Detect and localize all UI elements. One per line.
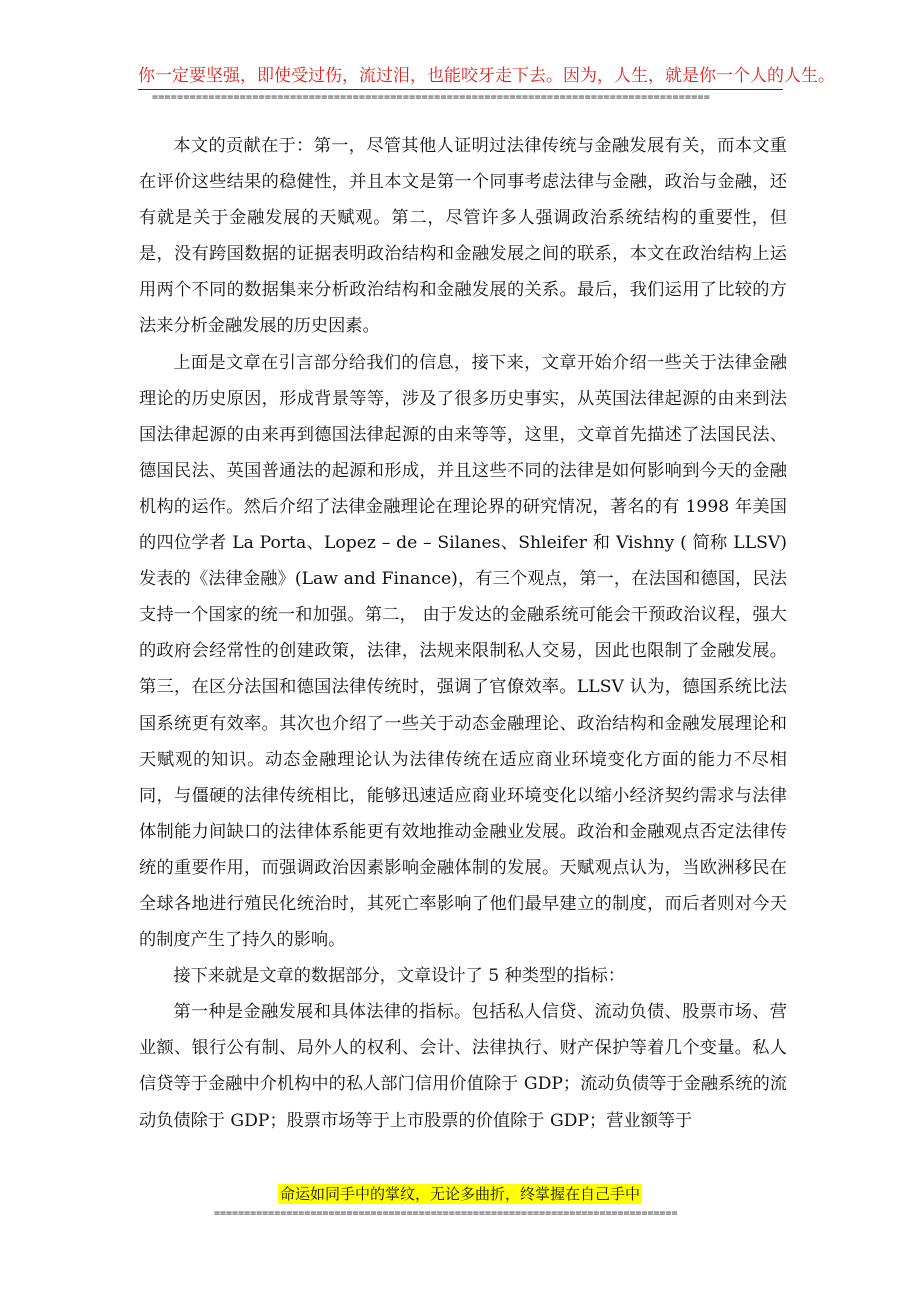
header-rule (138, 89, 783, 90)
footer-separator: ============================================================================= (214, 1208, 678, 1219)
footer-motto (0, 1183, 920, 1205)
body-text (139, 128, 787, 1139)
header-separator: ========================================================================================= (152, 92, 711, 103)
footer-motto-text: 命运如同手中的掌纹，无论多曲折，终掌握在自己手中 (279, 1185, 640, 1203)
paragraph-theory-background: 上面是文章在引言部分给我们的信息，接下来，文章开始介绍一些关于法律金融理论的历史原因，形成背景等等，涉及了很多历史事实，从英国法律起源的由来到法国法律起源的由来再到德国法律起源的由来等等，这里，文章首先描述了法国民法、德国民法、英国普通法的起源和形成，并且这些不同的法律是如何影响到今天的金融机构的运作。然后介绍了法律金融理论在理论界的研究情况，著名的有 1998 年美国的四位学者 La Porta、Lopez – de – Silanes、Shleifer 和 Vishny ( 简称 LLSV) 发表的《法律金融》(Law and Finance)，有三个观点，第一，在法国和德国，民法支持一个国家的统一和加强。第二， 由于发达的金融系统可能会干预政治议程，强大的政府会经常性的创建政策，法律，法规来限制私人交易，因此也限制了金融发展。第三，在区分法国和德国法律传统时，强调了官僚效率。LLSV 认为，德国系统比法国系统更有效率。其次也介绍了一些关于动态金融理论、政治结构和金融发展理论和天赋观的知识。动态金融理论认为法律传统在适应商业环境变化方面的能力不尽相同，与僵硬的法律传统相比，能够迅速适应商业环境变化以缩小经济契约需求与法律体制能力间缺口的法律体系能更有效地推动金融业发展。政治和金融观点否定法律传统的重要作用，而强调政治因素影响金融体制的发展。天赋观点认为，当欧洲移民在全球各地进行殖民化统治时，其死亡率影响了他们最早建立的制度，而后者则对今天的制度产生了持久的影响。 (139, 352, 787, 951)
paragraph-indicators: 第一种是金融发展和具体法律的指标。包括私人信贷、流动负债、股票市场、营业额、银行公有制、局外人的权利、会计、法律执行、财产保护等着几个变量。私人信贷等于金融中介机构中的私人部门信用价值除于 GDP；流动负债等于金融系统的流动负债除于 GDP；股票市场等于上市股票的价值除于 GDP；营业额等于 (139, 1002, 787, 1131)
paragraph-contribution: 本文的贡献在于：第一，尽管其他人证明过法律传统与金融发展有关，而本文重在评价这些结果的稳健性，并且本文是第一个同事考虑法律与金融，政治与金融，还有就是关于金融发展的天赋观。第二，尽管许多人强调政治系统结构的重要性，但是，没有跨国数据的证据表明政治结构和金融发展之间的联系，本文在政治结构上运用两个不同的数据集来分析政治结构和金融发展的关系。最后，我们运用了比较的方法来分析金融发展的历史因素。 (139, 136, 787, 337)
header-motto: 你一定要坚强，即使受过伤，流过泪，也能咬牙走下去。因为，人生，就是你一个人的人生。 (138, 66, 835, 86)
paragraph-data-intro: 接下来就是文章的数据部分，文章设计了 5 种类型的指标： (173, 966, 625, 987)
